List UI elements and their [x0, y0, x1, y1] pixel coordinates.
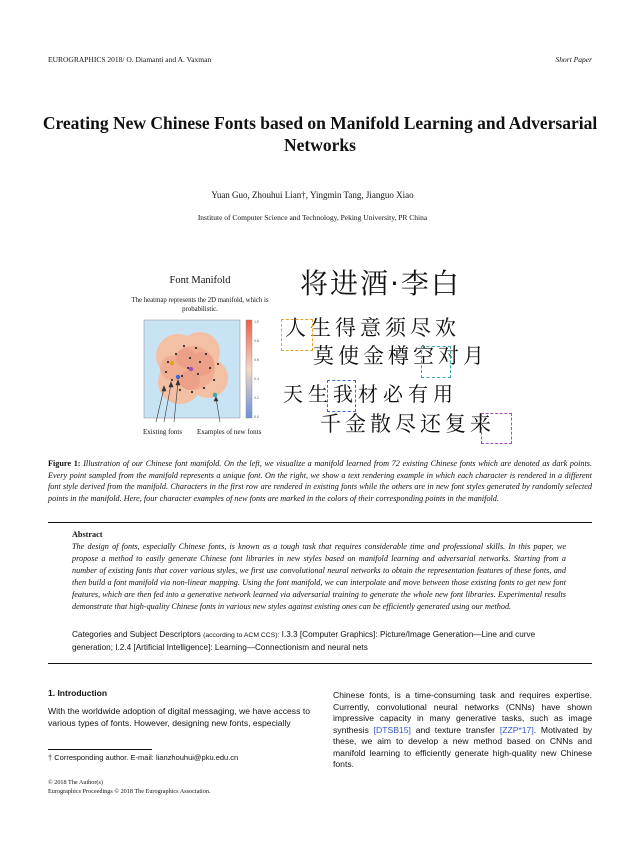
section-heading-introduction: 1. Introduction	[48, 688, 108, 698]
copyright-line-2: Eurographics Proceedings © 2018 The Eurographics Association.	[48, 788, 211, 795]
colorbar-tick: 1.0	[254, 320, 260, 324]
categories-acm: (according to ACM CCS):	[203, 632, 280, 639]
figure-panel-title: Font Manifold	[169, 275, 231, 286]
running-header-left: EUROGRAPHICS 2018/ O. Diamanti and A. Vaxman	[48, 55, 212, 64]
categories-body: I.3.3 [Computer Graphics]: Picture/Image Generation—Line and curve generation; I.2.4 [Artificial Intelligence]: Learning—Connectionism and neural nets	[72, 630, 536, 652]
poem-line-1: 人生得意须尽欢	[285, 316, 460, 340]
intro-text: Chinese fonts, is a time-consuming task and requires expertise. Currently, convolutional neural networks (CNNs) have shown impressive capacity in many generative tasks, such as image synthesis	[333, 690, 592, 735]
figure-panel-description: The heatmap represents the 2D manifold, which is probabilistic.	[131, 297, 269, 313]
colorbar-tick: 0.4	[254, 377, 260, 381]
affiliation: Institute of Computer Science and Technology, Peking University, PR China	[197, 213, 428, 222]
sample-point-blue	[176, 375, 180, 379]
footnote-rule	[48, 749, 152, 750]
label-new-fonts: Examples of new fonts	[197, 428, 262, 436]
poem-line-3: 天生我材必有用	[283, 382, 458, 406]
citation-link[interactable]: [ZZP*17]	[499, 724, 534, 735]
categories	[72, 629, 566, 654]
manifold-heatmap	[138, 318, 268, 426]
figure-caption	[48, 458, 592, 504]
running-header-right: Short Paper	[555, 55, 592, 64]
figure-caption-label: Figure 1:	[48, 459, 81, 468]
label-existing-fonts: Existing fonts	[143, 428, 183, 436]
categories-prefix: Categories and Subject Descriptors	[72, 630, 201, 639]
copyright-line-1: © 2018 The Author(s)	[48, 779, 103, 786]
colorbar-tick: 0.8	[254, 339, 260, 343]
abstract-heading: Abstract	[72, 530, 103, 539]
colorbar	[246, 320, 252, 418]
intro-column-1: With the worldwide adoption of digital messaging, we have access to various types of fonts. However, designing new fonts, especially	[48, 706, 310, 728]
poem-line-2: 莫使金樽空对月	[313, 344, 488, 368]
sample-point-orange	[170, 361, 174, 365]
colorbar-tick: 0.2	[254, 396, 260, 400]
citation-link[interactable]: [DTSB15]	[373, 724, 411, 735]
abstract-body: The design of fonts, especially Chinese fonts, is known as a tough task that requires considerable time and professional skills. In this paper, we propose a method to easily generate Chinese font libraries in new styles based on manifold learning and adversarial networks. Starting from a number of existing fonts that cover various styles, we first use convolutional neural networks to obtain the representation features of these fonts, and then build a font manifold via non-linear mapping. Using the font manifold, we can interpolate and move between those existing fonts to get new font features, which are then fed into a generative network learned via adversarial training to generate the whole new font libraries. Experimental results demonstrate that high-quality Chinese fonts in various new styles against existing ones can be efficiently generated using our method.	[72, 542, 566, 611]
poem-line-4: 千金散尽还复来	[320, 412, 495, 436]
highlight-box-blue	[327, 380, 356, 412]
abstract-bottom-rule	[48, 663, 592, 664]
sample-point-purple	[189, 367, 193, 371]
intro-text: and texture transfer	[415, 724, 496, 735]
sample-point-teal	[213, 393, 217, 397]
figure-caption-text: Illustration of our Chinese font manifold. On the left, we visualize a manifold learned from 72 existing Chinese fonts which are denoted as dark points. Every point sampled from the manifold represents a unique font. On the right, we show a text rendering example in which each character is rendered in a different font style derived from the manifold. Characters in the first row are rendered in existing fonts while the others are in new font styles generated by randomly selected points in the manifold. Here, four character examples of new fonts are marked in the colors of their corresponding points in the manifold.	[48, 459, 592, 503]
footnote: † Corresponding author. E-mail: lianzhouhui@pku.edu.cn	[48, 753, 239, 762]
highlight-box-purple	[481, 413, 512, 444]
intro-text: . Motivated by these, we aim to develop a new method based on CNNs and manifold learning to efficiently generate high-quality new Chinese fonts.	[333, 724, 593, 769]
colorbar-tick: 0.0	[254, 415, 260, 419]
authors: Yuan Guo, Zhouhui Lian†, Yingmin Tang, Jianguo Xiao	[211, 190, 414, 200]
highlight-box-orange	[281, 319, 313, 351]
intro-column-2	[333, 690, 592, 771]
poem-title: 将进酒·李白	[300, 267, 461, 300]
abstract-top-rule	[48, 522, 592, 523]
paper-title: Creating New Chinese Fonts based on Manifold Learning and Adversarial Networks	[42, 113, 598, 155]
colorbar-tick: 0.6	[254, 358, 260, 362]
highlight-box-teal	[421, 346, 451, 378]
